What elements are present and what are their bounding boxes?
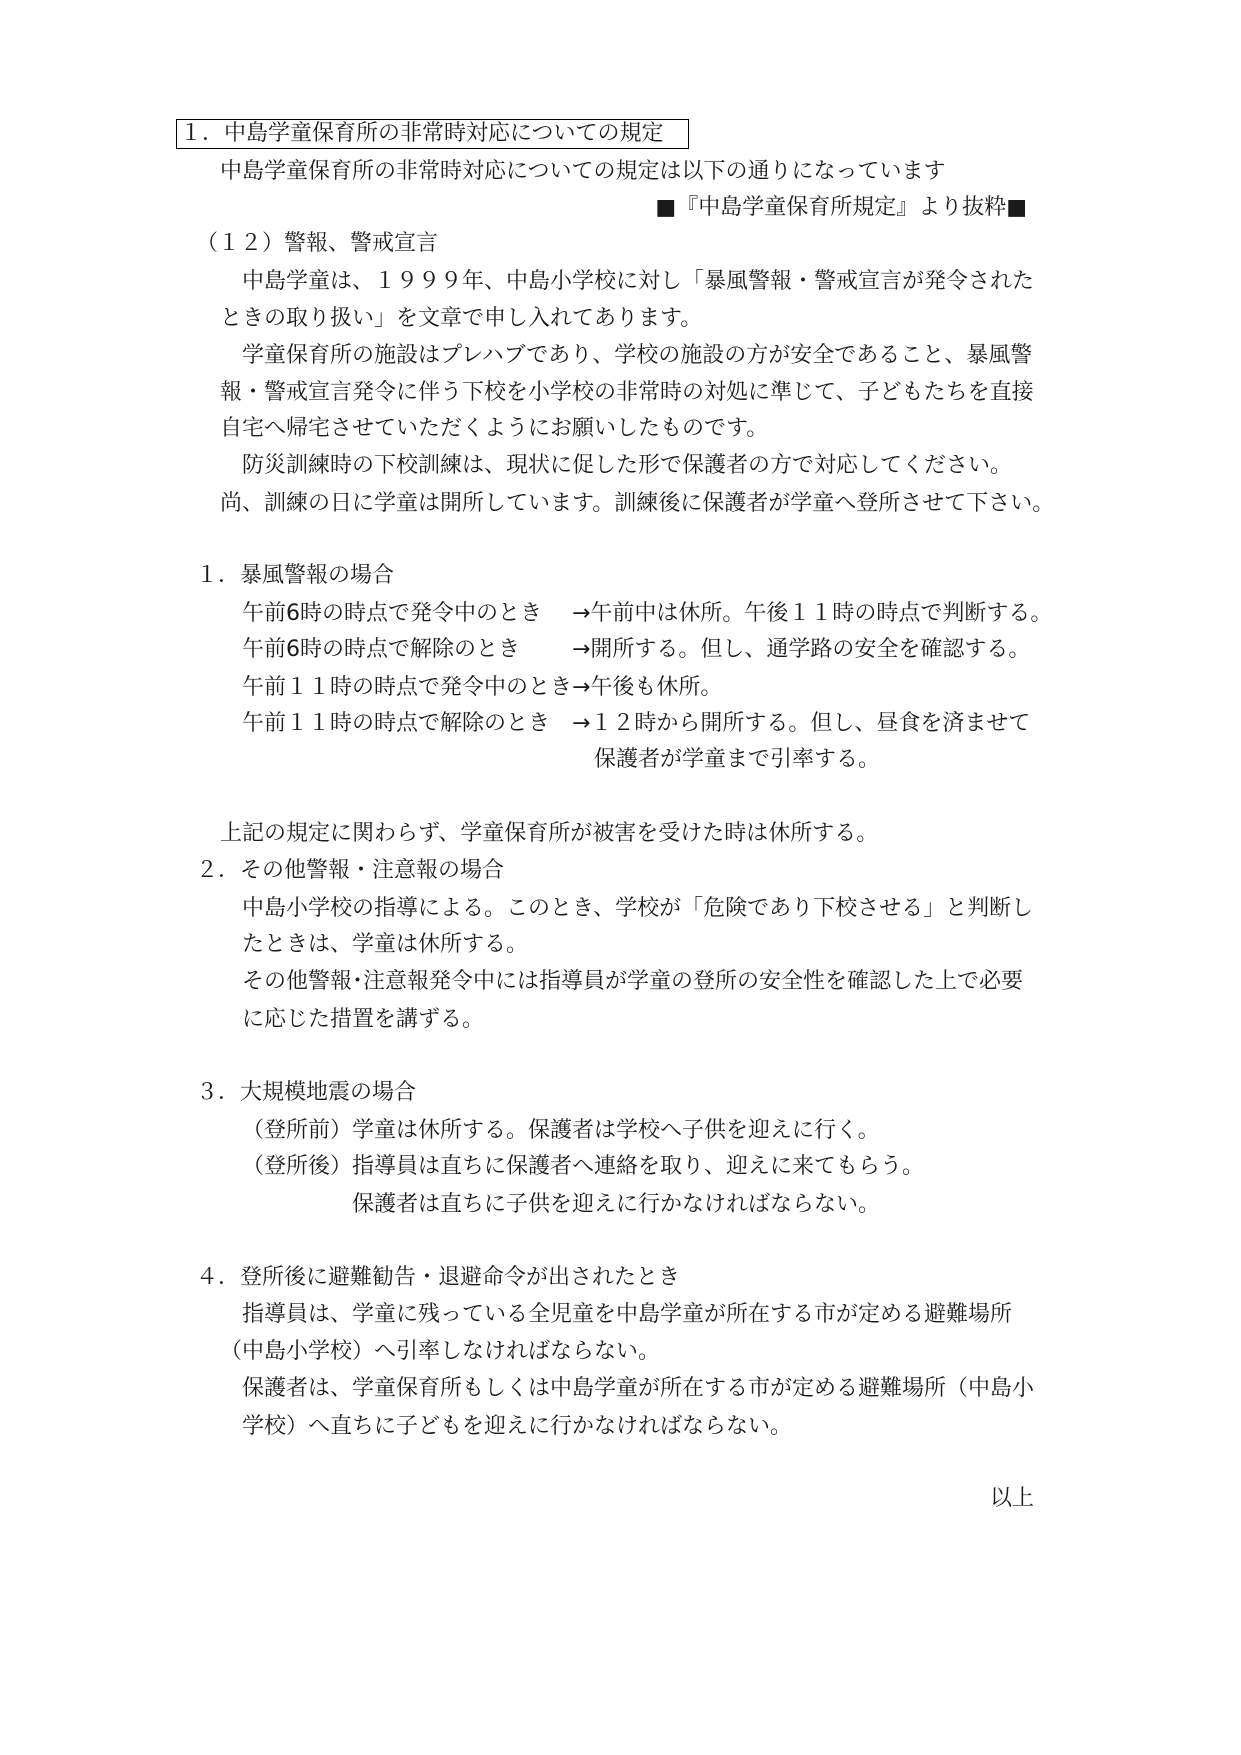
damage-note: 上記の規定に関わらず、学童保育所が被害を受けた時は休所する。 bbox=[220, 821, 879, 846]
other-warnings-line: 中島小学校の指導による。このとき、学校が「危険であり下校させる」と判断し bbox=[242, 896, 1034, 921]
earthquake-continuation: 保護者は直ちに子供を迎えに行かなければならない。 bbox=[352, 1192, 881, 1217]
warnings-section-line: ときの取り扱い」を文章で申し入れてあります。 bbox=[220, 306, 703, 331]
other-warnings-line: その他警報･注意報発令中には指導員が学童の登所の安全性を確認した上で必要 bbox=[242, 969, 1024, 994]
storm-rule-condition: 午前6時の時点で解除のとき bbox=[242, 637, 520, 662]
warnings-section-line: 尚、訓練の日に学童は開所しています。訓練後に保護者が学童へ登所させて下さい。 bbox=[220, 491, 1055, 516]
intro-text: 中島学童保育所の非常時対応についての規定は以下の通りになっています bbox=[220, 159, 946, 184]
warnings-section-line: 中島学童は、１９９９年、中島小学校に対し「暴風警報・警戒宣言が発令された bbox=[242, 269, 1035, 294]
other-warnings-line: に応じた措置を講ずる。 bbox=[242, 1007, 485, 1032]
earthquake-rule-text: 指導員は直ちに保護者へ連絡を取り、迎えに来てもらう。 bbox=[352, 1154, 925, 1179]
evacuation-line: 保護者は、学童保育所もしくは中島学童が所在する市が定める避難場所（中島小 bbox=[242, 1376, 1035, 1401]
earthquake-rule-row bbox=[242, 1116, 880, 1146]
storm-rule-result: →１２時から開所する。但し、昼食を済ませて bbox=[572, 711, 1031, 736]
storm-rule-row bbox=[0, 673, 1241, 703]
warnings-section-line: 報・警戒宣言発令に伴う下校を小学校の非常時の対処に準じて、子どもたちを直接 bbox=[220, 380, 1034, 405]
earthquake-rule-row bbox=[242, 1152, 924, 1182]
evacuation-line: 学校）へ直ちに子どもを迎えに行かなければならない。 bbox=[242, 1414, 793, 1439]
document-heading bbox=[176, 119, 689, 149]
other-warnings-line: たときは、学童は休所する。 bbox=[242, 932, 529, 957]
closing-text: 以上 bbox=[989, 1486, 1034, 1511]
storm-rule-row bbox=[0, 709, 1241, 739]
storm-rule-condition: 午前１１時の時点で解除のとき bbox=[242, 711, 551, 736]
storm-rule-condition: 午前6時の時点で発令中のとき bbox=[242, 601, 542, 626]
storm-rule-continuation: 保護者が学童まで引率する。 bbox=[594, 747, 881, 772]
earthquake-rule-text: 学童は休所する。保護者は学校へ子供を迎えに行く。 bbox=[352, 1118, 880, 1143]
earthquake-rule-label: （登所後） bbox=[242, 1154, 353, 1179]
warnings-section-line: 学童保育所の施設はプレハブであり、学校の施設の方が安全であること、暴風警 bbox=[242, 343, 1033, 368]
storm-rule-result: →午後も休所。 bbox=[572, 675, 723, 700]
storm-warning-title: １．暴風警報の場合 bbox=[196, 563, 395, 588]
evacuation-line: （中島小学校）へ引率しなければならない。 bbox=[220, 1339, 661, 1364]
earthquake-title: ３．大規模地震の場合 bbox=[196, 1080, 417, 1105]
warnings-section-line: 防災訓練時の下校訓練は、現状に促した形で保護者の方で対応してください。 bbox=[242, 453, 1013, 478]
storm-rule-row bbox=[0, 599, 1241, 629]
evacuation-line: 指導員は、学童に残っている全児童を中島学童が所在する市が定める避難場所 bbox=[242, 1302, 1013, 1327]
other-warnings-title: ２．その他警報・注意報の場合 bbox=[196, 858, 505, 883]
storm-rule-row bbox=[0, 635, 1241, 665]
storm-rule-result: →午前中は休所。午後１１時の時点で判断する。 bbox=[572, 601, 1053, 626]
excerpt-note: ■『中島学童保育所規定』より抜粋■ bbox=[655, 195, 1027, 220]
earthquake-rule-label: （登所前） bbox=[242, 1118, 353, 1143]
warnings-section-title: （１２）警報、警戒宣言 bbox=[196, 231, 439, 256]
storm-rule-condition: 午前１１時の時点で発令中のとき bbox=[242, 675, 573, 700]
warnings-section-line: 自宅へ帰宅させていただくようにお願いしたものです。 bbox=[220, 416, 769, 441]
storm-rule-result: →開所する。但し、通学路の安全を確認する。 bbox=[572, 637, 1031, 662]
evacuation-title: ４．登所後に避難勧告・退避命令が出されたとき bbox=[196, 1265, 681, 1290]
document-heading-text: １．中島学童保育所の非常時対応についての規定 bbox=[180, 121, 664, 146]
